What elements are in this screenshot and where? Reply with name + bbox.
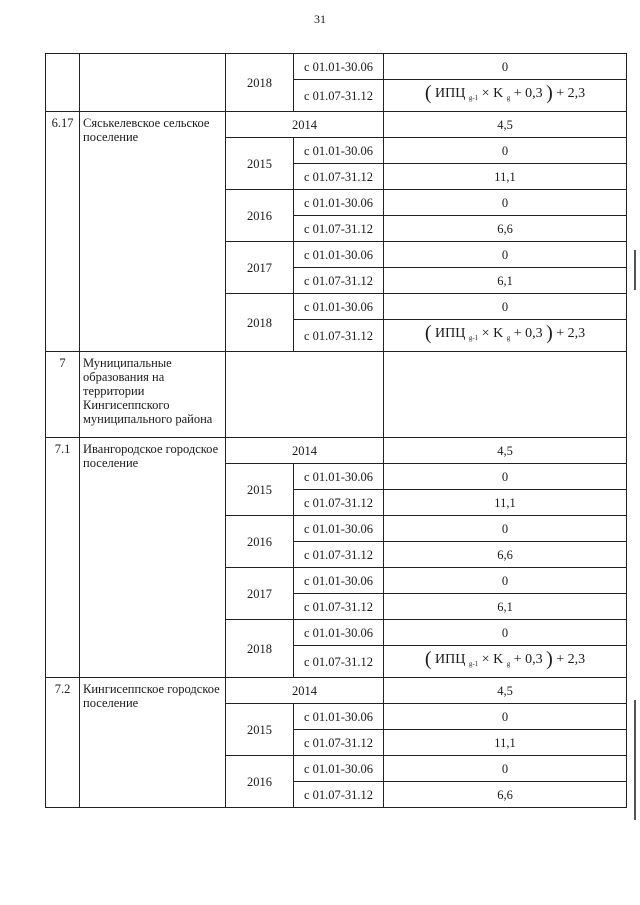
- year-cell: 2016: [226, 756, 294, 808]
- table-row: [46, 112, 627, 138]
- empty-cell: [226, 352, 384, 438]
- period-cell: с 01.01-30.06: [294, 620, 384, 646]
- settlement-name: Сяськелевское сельское поселение: [80, 112, 226, 352]
- period-cell: с 01.07-31.12: [294, 542, 384, 568]
- period-cell: с 01.07-31.12: [294, 646, 384, 678]
- tariff-formula: [424, 648, 586, 671]
- value-cell: 0: [384, 242, 627, 268]
- formula-ipc: ИПЦ: [434, 86, 466, 101]
- value-cell: 0: [384, 704, 627, 730]
- year-cell: 2016: [226, 190, 294, 242]
- scan-edge-mark: [634, 250, 636, 290]
- period-cell: с 01.07-31.12: [294, 730, 384, 756]
- formula-ipc: ИПЦ: [434, 652, 466, 667]
- formula-ipc: ИПЦ: [434, 326, 466, 341]
- table-row: [46, 438, 627, 464]
- year-cell: 2015: [226, 464, 294, 516]
- formula-right-paren: ): [546, 322, 553, 344]
- formula-left-paren: (: [424, 322, 432, 344]
- tariff-formula: [424, 322, 586, 345]
- value-cell: 0: [384, 54, 627, 80]
- formula-plus: + 0,3: [513, 652, 543, 667]
- table-row: [46, 54, 627, 80]
- period-cell: с 01.07-31.12: [294, 594, 384, 620]
- value-cell: 0: [384, 516, 627, 542]
- formula-times-k: × K: [481, 652, 504, 667]
- formula-right-paren: ): [546, 82, 553, 104]
- period-cell: с 01.07-31.12: [294, 164, 384, 190]
- value-cell: 0: [384, 568, 627, 594]
- year-cell: 2015: [226, 138, 294, 190]
- section-number: 7.2: [46, 678, 80, 808]
- base-year-cell: 2014: [226, 438, 384, 464]
- formula-sub-g: g: [506, 660, 511, 668]
- formula-sub-g1: g-1: [468, 334, 479, 342]
- section-number: 7.1: [46, 438, 80, 678]
- value-cell: 6,1: [384, 268, 627, 294]
- year-cell: 2018: [226, 54, 294, 112]
- value-cell: 0: [384, 756, 627, 782]
- period-cell: с 01.01-30.06: [294, 756, 384, 782]
- year-cell: 2015: [226, 704, 294, 756]
- formula-times-k: × K: [481, 326, 504, 341]
- value-cell: 11,1: [384, 164, 627, 190]
- period-cell: с 01.07-31.12: [294, 782, 384, 808]
- period-cell: с 01.01-30.06: [294, 190, 384, 216]
- value-cell: 0: [384, 138, 627, 164]
- formula-left-paren: (: [424, 648, 432, 670]
- year-cell: 2017: [226, 568, 294, 620]
- year-cell: 2016: [226, 516, 294, 568]
- formula-plus: + 0,3: [513, 86, 543, 101]
- tariff-table-body: [46, 54, 627, 808]
- year-cell: 2017: [226, 242, 294, 294]
- period-cell: с 01.01-30.06: [294, 138, 384, 164]
- value-cell: 6,6: [384, 542, 627, 568]
- period-cell: с 01.07-31.12: [294, 216, 384, 242]
- scan-edge-mark: [634, 700, 636, 820]
- period-cell: с 01.07-31.12: [294, 320, 384, 352]
- group-name: Муниципальные образования на территории Кингисеппского муниципального района: [80, 352, 226, 438]
- value-cell: 6,6: [384, 782, 627, 808]
- formula-tail: + 2,3: [556, 86, 586, 101]
- value-cell: 6,6: [384, 216, 627, 242]
- formula-cell: [384, 320, 627, 352]
- formula-plus: + 0,3: [513, 326, 543, 341]
- value-cell: 11,1: [384, 730, 627, 756]
- period-cell: с 01.01-30.06: [294, 464, 384, 490]
- formula-sub-g: g: [506, 334, 511, 342]
- base-value-cell: 4,5: [384, 112, 627, 138]
- value-cell: 0: [384, 464, 627, 490]
- group-number: 7: [46, 352, 80, 438]
- name-cell: [80, 54, 226, 112]
- page-number: 31: [314, 12, 326, 26]
- year-cell: 2018: [226, 294, 294, 352]
- period-cell: с 01.07-31.12: [294, 490, 384, 516]
- base-value-cell: 4,5: [384, 438, 627, 464]
- section-number: 6.17: [46, 112, 80, 352]
- formula-cell: [384, 646, 627, 678]
- group-row: [46, 352, 627, 438]
- formula-sub-g1: g-1: [468, 94, 479, 102]
- period-cell: с 01.01-30.06: [294, 704, 384, 730]
- settlement-name: Кингисеппское городское поселение: [80, 678, 226, 808]
- formula-cell: [384, 80, 627, 112]
- base-year-cell: 2014: [226, 678, 384, 704]
- year-cell: 2018: [226, 620, 294, 678]
- value-cell: 6,1: [384, 594, 627, 620]
- formula-tail: + 2,3: [556, 652, 586, 667]
- formula-left-paren: (: [424, 82, 432, 104]
- period-cell: с 01.07-31.12: [294, 80, 384, 112]
- period-cell: с 01.01-30.06: [294, 568, 384, 594]
- settlement-name: Ивангородское городское поселение: [80, 438, 226, 678]
- value-cell: 0: [384, 190, 627, 216]
- value-cell: 11,1: [384, 490, 627, 516]
- period-cell: с 01.01-30.06: [294, 294, 384, 320]
- empty-cell: [384, 352, 627, 438]
- formula-tail: + 2,3: [556, 326, 586, 341]
- formula-sub-g1: g-1: [468, 660, 479, 668]
- period-cell: с 01.01-30.06: [294, 516, 384, 542]
- value-cell: 0: [384, 620, 627, 646]
- period-cell: с 01.07-31.12: [294, 268, 384, 294]
- table-row: [46, 678, 627, 704]
- formula-times-k: × K: [481, 86, 504, 101]
- base-value-cell: 4,5: [384, 678, 627, 704]
- formula-sub-g: g: [506, 94, 511, 102]
- value-cell: 0: [384, 294, 627, 320]
- tariff-table: [45, 53, 627, 808]
- period-cell: с 01.01-30.06: [294, 54, 384, 80]
- formula-right-paren: ): [546, 648, 553, 670]
- period-cell: с 01.01-30.06: [294, 242, 384, 268]
- tariff-formula: [424, 82, 586, 105]
- number-cell: [46, 54, 80, 112]
- base-year-cell: 2014: [226, 112, 384, 138]
